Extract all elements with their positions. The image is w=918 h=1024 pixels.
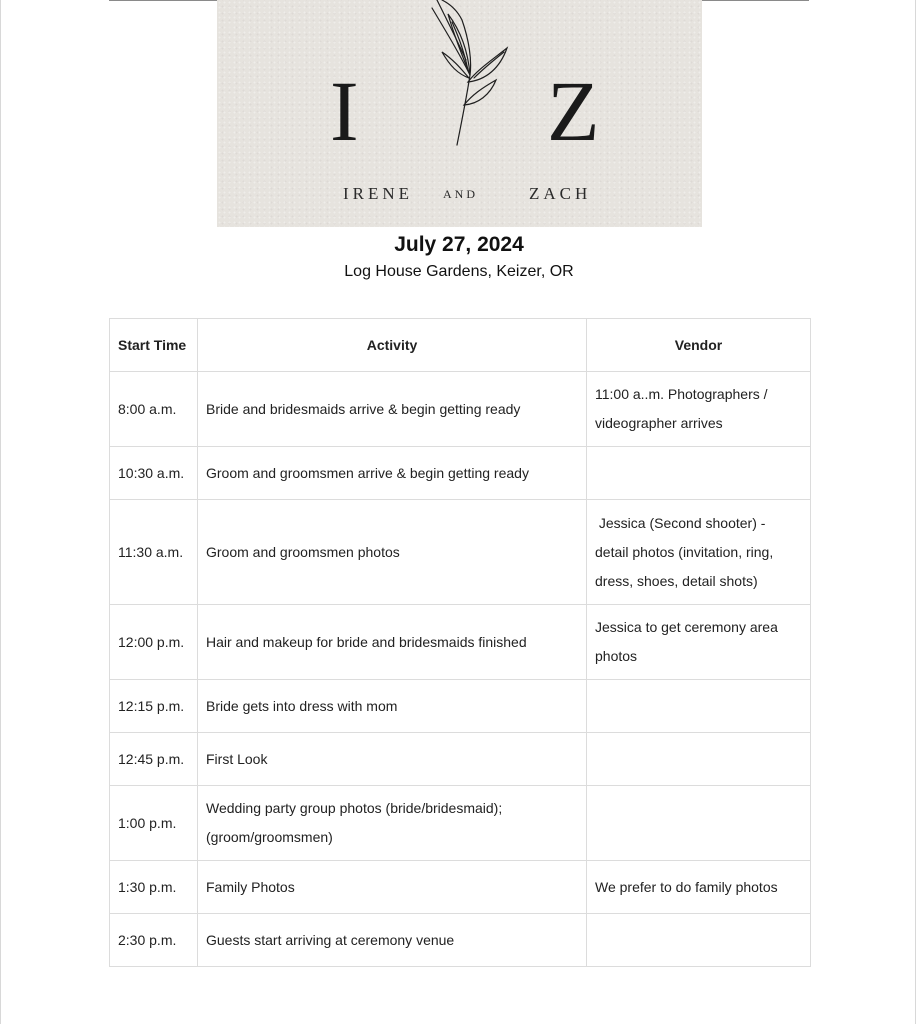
row-time: 1:30 p.m. [110, 861, 198, 914]
row-activity: First Look [198, 733, 587, 786]
row-activity: Wedding party group photos (bride/bridesmaid); (groom/groomsmen) [198, 786, 587, 861]
monogram-banner [217, 0, 702, 227]
page-edge [915, 0, 916, 1024]
row-vendor [587, 914, 811, 967]
row-time: 12:15 p.m. [110, 680, 198, 733]
event-venue: Log House Gardens, Keizer, OR [344, 263, 574, 280]
monogram-initial-left: I [330, 63, 359, 159]
name-left: IRENE [343, 184, 414, 203]
row-activity: Family Photos [198, 861, 587, 914]
table-row [110, 605, 811, 680]
table-row [110, 786, 811, 861]
header-start-time: Start Time [110, 319, 198, 372]
row-time: 11:30 a.m. [110, 500, 198, 605]
row-vendor: Jessica to get ceremony area photos [587, 605, 811, 680]
row-activity: Groom and groomsmen photos [198, 500, 587, 605]
row-activity: Bride gets into dress with mom [198, 680, 587, 733]
row-vendor [587, 680, 811, 733]
row-vendor: Jessica (Second shooter) - detail photos (invitation, ring, dress, shoes, detail shots) [587, 500, 811, 605]
row-time: 1:00 p.m. [110, 786, 198, 861]
row-vendor [587, 447, 811, 500]
row-time: 10:30 a.m. [110, 447, 198, 500]
couple-names [217, 184, 702, 204]
table-row [110, 372, 811, 447]
event-date: July 27, 2024 [394, 233, 524, 256]
name-right: ZACH [529, 184, 592, 203]
row-activity: Guests start arriving at ceremony venue [198, 914, 587, 967]
table-row [110, 733, 811, 786]
page-edge [0, 0, 1, 1024]
row-activity: Hair and makeup for bride and bridesmaids finished [198, 605, 587, 680]
table-row [110, 500, 811, 605]
row-vendor: 11:00 a..m. Photographers / videographer arrives [587, 372, 811, 447]
row-activity: Groom and groomsmen arrive & begin getting ready [198, 447, 587, 500]
row-time: 12:00 p.m. [110, 605, 198, 680]
table-row [110, 914, 811, 967]
olive-branch-icon [412, 0, 522, 150]
row-time: 2:30 p.m. [110, 914, 198, 967]
row-time: 8:00 a.m. [110, 372, 198, 447]
table-row [110, 680, 811, 733]
header-vendor: Vendor [587, 319, 811, 372]
row-activity: Bride and bridesmaids arrive & begin getting ready [198, 372, 587, 447]
row-vendor [587, 786, 811, 861]
monogram-initial-right: Z [547, 63, 600, 159]
row-time: 12:45 p.m. [110, 733, 198, 786]
table-row [110, 861, 811, 914]
table-row [110, 447, 811, 500]
row-vendor [587, 733, 811, 786]
name-joiner: AND [443, 187, 478, 201]
table-header-row [110, 319, 811, 372]
row-vendor: We prefer to do family photos [587, 861, 811, 914]
header-activity: Activity [198, 319, 587, 372]
schedule-table [109, 318, 811, 967]
